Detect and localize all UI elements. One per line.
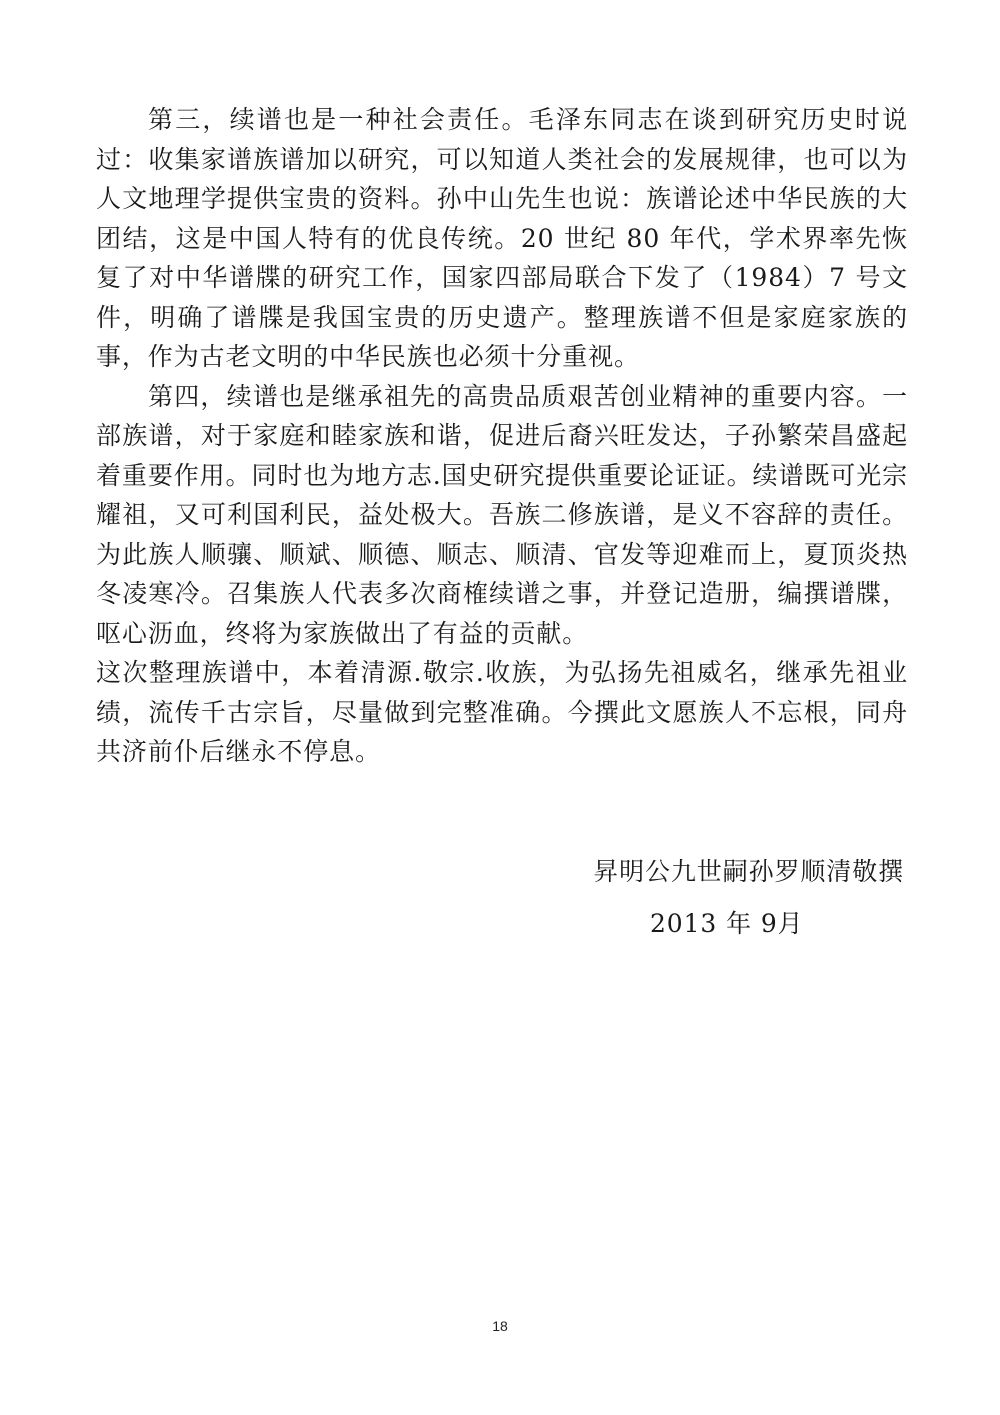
signature-author: 昇明公九世嗣孙罗顺清敬撰 [593,857,904,886]
signature-block [593,852,904,892]
paragraph-third-point: 第三，续谱也是一种社会责任。毛泽东同志在谈到研究历史时说过：收集家谱族谱加以研究，可以知道人类社会的发展规律，也可以为人文地理学提供宝贵的资料。孙中山先生也说：族谱论述中华民族的大团结，这是中国人特有的优良传统。20 世纪 80 年代，学术界率先恢复了对中华谱牒的研究工作，国家四部局联合下发了（1984）7 号文件，明确了谱牒是我国宝贵的历史遗产。整理族谱不但是家庭家族的事，作为古老文明的中华民族也必须十分重视。 [96,105,908,371]
signature-date: 2013 年 9月 [650,909,804,938]
paragraph-fourth-point: 第四，续谱也是继承祖先的高贵品质艰苦创业精神的重要内容。一部族谱，对于家庭和睦家族和谐，促进后裔兴旺发达，子孙繁荣昌盛起着重要作用。同时也为地方志.国史研究提供重要论证证。续谱既可光宗耀祖，又可利国利民，益处极大。吾族二修族谱，是义不容辞的责任。为此族人顺骧、顺斌、顺德、顺志、顺清、官发等迎难而上，夏顶炎热冬凌寒冷。召集族人代表多次商榷续谱之事，并登记造册，编撰谱牒，呕心沥血，终将为家族做出了有益的贡献。 [96,381,908,648]
paragraph-conclusion: 这次整理族谱中，本着清源.敬宗.收族，为弘扬先祖威名，继承先祖业绩，流传千古宗旨，尽量做到完整准确。今撰此文愿族人不忘根，同舟共济前仆后继永不停息。 [96,658,908,766]
page-number: 18 [492,1318,508,1334]
body-text [96,100,908,772]
